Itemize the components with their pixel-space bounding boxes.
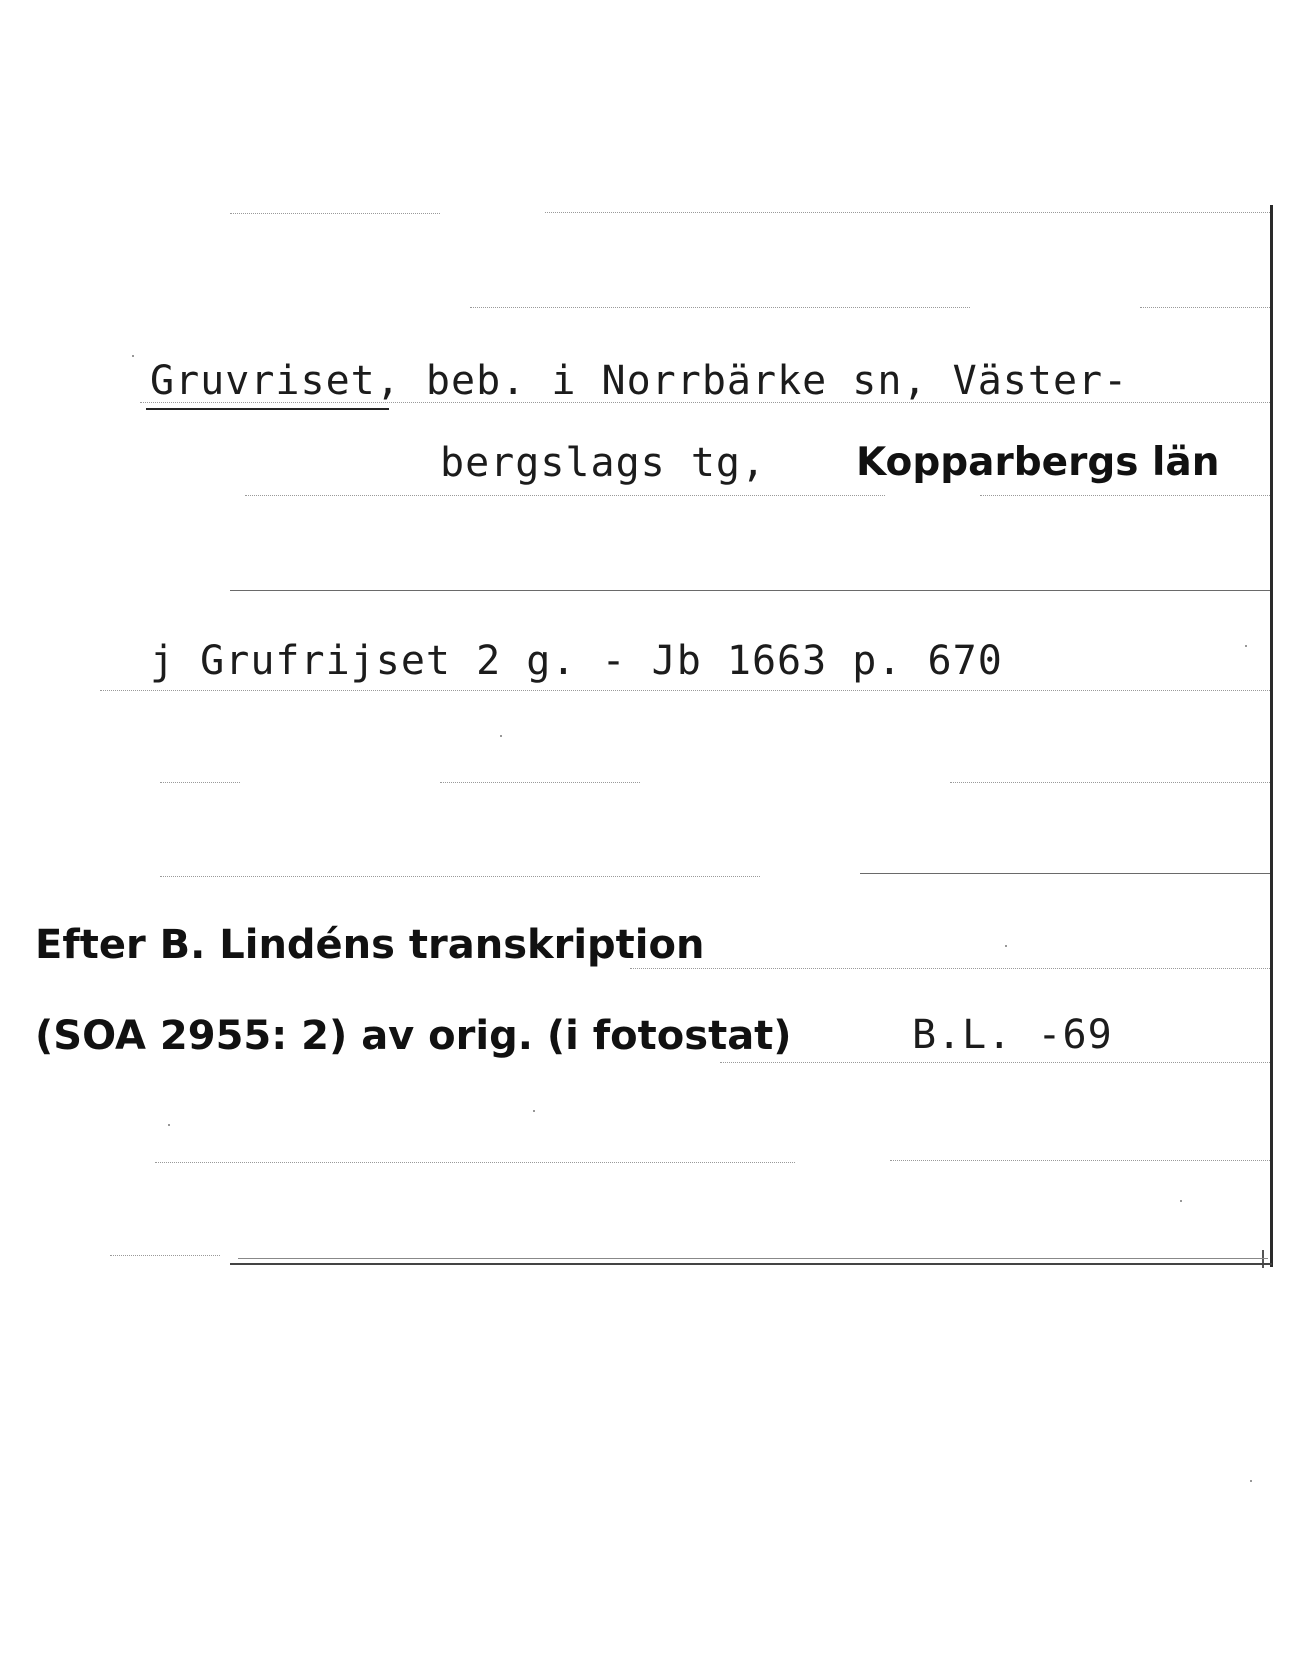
ruled-line xyxy=(230,590,1270,591)
parish-district-line: bergslags tg, xyxy=(440,440,767,486)
paper-speck xyxy=(500,735,502,737)
paper-speck xyxy=(1005,945,1007,947)
paper-speck xyxy=(1250,1480,1252,1482)
ruled-line xyxy=(950,782,1270,783)
place-name-underline xyxy=(146,408,389,410)
card-corner-mark xyxy=(1262,1250,1264,1268)
ruled-line xyxy=(890,1160,1270,1161)
entry-heading xyxy=(150,358,1128,404)
paper-speck xyxy=(1180,1200,1182,1202)
ruled-line xyxy=(440,782,640,783)
ruled-line xyxy=(155,1162,795,1163)
paper-speck xyxy=(1245,645,1247,647)
place-name: Gruvriset xyxy=(150,358,376,404)
card-bottom-edge-inner xyxy=(238,1258,1268,1259)
ruled-line xyxy=(245,495,885,496)
ruled-line xyxy=(160,782,240,783)
source-entry: j Grufrijset 2 g. - Jb 1663 p. 670 xyxy=(150,638,1003,684)
heading-rest: , beb. i Norrbärke sn, Väster- xyxy=(375,358,1129,404)
transcription-note: Efter B. Lindéns transkription xyxy=(35,922,705,968)
paper-speck xyxy=(132,355,134,357)
ruled-line xyxy=(720,1062,1270,1063)
ruled-line xyxy=(470,307,970,308)
ruled-line xyxy=(980,495,1270,496)
card-bottom-edge xyxy=(230,1263,1272,1265)
ruled-line xyxy=(100,690,1270,691)
source-reference: (SOA 2955: 2) av orig. (i fotostat) xyxy=(35,1013,792,1059)
paper-speck xyxy=(533,1110,535,1112)
card-right-edge xyxy=(1270,205,1273,1267)
ruled-line xyxy=(110,1255,220,1256)
signature-initials: B.L. -69 xyxy=(912,1012,1113,1058)
ruled-line xyxy=(630,968,1270,969)
ruled-line xyxy=(545,212,1270,213)
ruled-line xyxy=(1140,307,1270,308)
ruled-line xyxy=(860,873,1270,874)
paper-speck xyxy=(168,1124,170,1126)
ruled-line xyxy=(160,876,760,877)
ruled-line xyxy=(230,213,440,214)
county-stamp: Kopparbergs län xyxy=(856,440,1220,485)
